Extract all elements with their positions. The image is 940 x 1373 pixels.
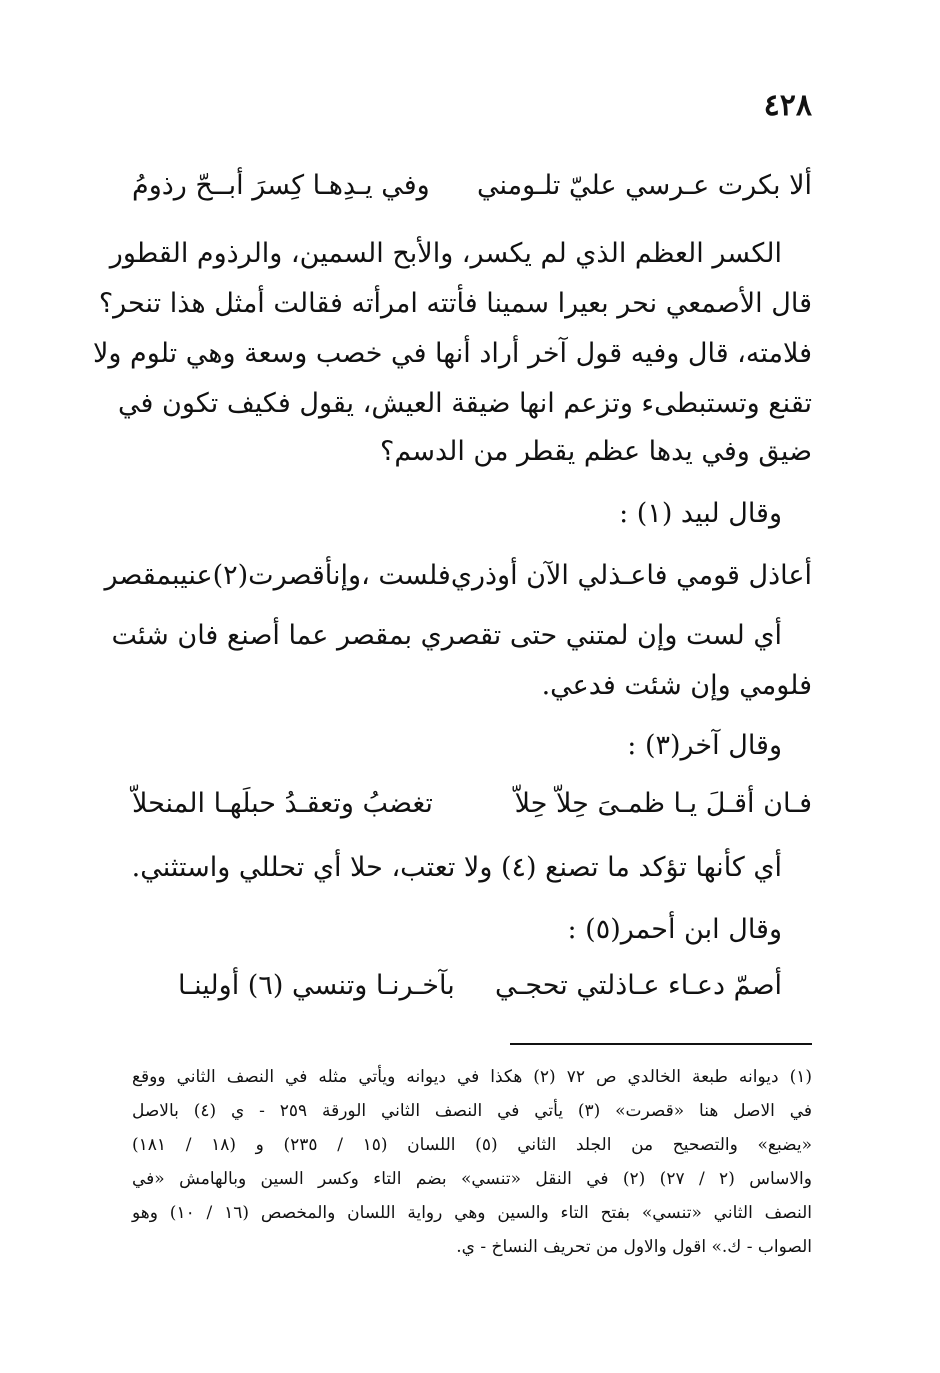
verse-3	[132, 784, 812, 824]
footnote-line-5: النصف الثاني «تنسي» بفتح التاء والسين وهي رواية اللسان والمخصص (١٦ / ١٠) وهو	[132, 1203, 812, 1223]
paragraph-3: أي كأنها تؤكد ما تصنع (٤) ولا تعتب، حلا أي تحللي واستثني.	[131, 852, 782, 883]
verse-2	[104, 556, 812, 596]
verse-1-first-hemistich: ألا بكرت عـرسي عليّ تلـومني	[477, 170, 812, 201]
intro-labid: وقال لبيد (١) :	[619, 498, 782, 529]
footnote-line-6: الصواب - ك.» اقول والاول من تحريف النساخ - ي.	[456, 1237, 812, 1257]
paragraph-2-line-1: أي لست وإن لمتني حتى تقصري بمقصر عما أصنع فان شئت	[111, 620, 782, 651]
verse-3-second-hemistich: تغضبُ وتعقـدُ حبلَهـا المنحلاّ	[132, 788, 433, 819]
verse-1	[132, 166, 812, 206]
verse-4-second-hemistich: بآخـرنـا وتنسي (٦) أولينـا	[178, 970, 455, 1001]
paragraph-2-line-2: فلومي وإن شئت فدعي.	[541, 670, 812, 701]
footnote-line-3: «يضبع» والتصحيح من الجلد الثاني (٥) اللسان (١٥ / ٢٣٥) و (١٨ / ١٨١)	[132, 1135, 812, 1155]
verse-1-second-hemistich: وفي يـدِهـا كِسرَ أبــحّ رذومُ	[132, 170, 430, 201]
verse-4	[178, 966, 782, 1006]
verse-2-first-hemistich: أعاذل قومي فاعـذلي الآن أوذري	[450, 560, 812, 591]
paragraph-1-line-2: قال الأصمعي نحر بعيرا سمينا فأتته امرأته فقالت أمثل هذا تنحر؟	[98, 288, 812, 319]
paragraph-1-line-5: ضيق وفي يدها عظم يقطر من الدسم؟	[380, 436, 812, 467]
footnote-separator	[510, 1043, 812, 1045]
intro-ibn-ahmar: وقال ابن أحمر(٥) :	[567, 914, 782, 945]
intro-other: وقال آخر(٣) :	[627, 730, 782, 761]
verse-3-first-hemistich: فـان أقـلَ يـا ظمـىَ حِلاّ حِلاّ	[514, 788, 812, 819]
footnote-line-1: (١) ديوانه طبعة الخالدي ص ٧٢ (٢) هكذا في ديوانه ويأتي مثله في النصف الثاني ووقع	[132, 1067, 812, 1087]
footnote-line-2: في الاصل هنا «قصرت» (٣) يأتي في النصف الثاني الورقة ٢٥٩ - ي (٤) بالاصل	[132, 1101, 812, 1121]
footnote-line-4: والاساس (٢ / ٢٧) (٢) في النقل «تنسي» بضم التاء وكسر السين وبالهامش «في	[132, 1169, 812, 1189]
verse-2-second-hemistich: فلست ،وإنأقصرت(٢)عنيبمقصر	[104, 560, 451, 591]
verse-4-first-hemistich: أصمّ دعـاء عـاذلتي تحجـي	[494, 970, 782, 1001]
paragraph-1-line-1: الكسر العظم الذي لم يكسر، والأبح السمين، والرذوم القطور	[109, 238, 782, 269]
page-number: ٤٢٨	[763, 88, 812, 123]
paragraph-1-line-3: فلامته، قال وفيه قول آخر أراد أنها في خصب وسعة وهي تلوم ولا	[93, 338, 812, 369]
paragraph-1-line-4: تقنع وتستبطىء وتزعم انها ضيقة العيش، يقول فكيف تكون في	[118, 388, 812, 419]
